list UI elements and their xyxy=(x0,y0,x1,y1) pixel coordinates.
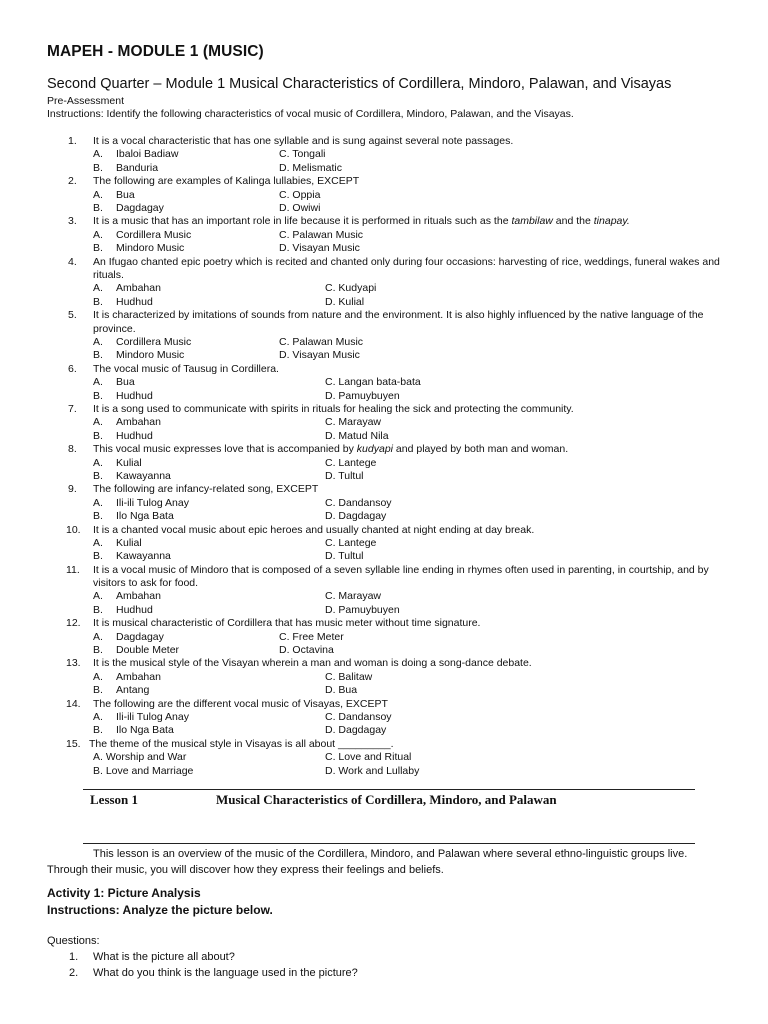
option-a: Ibaloi Badiaw xyxy=(116,148,179,161)
option-b: Hudhud xyxy=(116,429,153,442)
option-d: D. Dagdagay xyxy=(325,510,387,523)
option-c: C. Free Meter xyxy=(279,630,344,643)
lesson-label: Lesson 1 xyxy=(90,792,139,807)
question-number: 11. xyxy=(66,563,80,576)
option-letter-b: B. xyxy=(93,242,103,255)
option-b: Hudhud xyxy=(116,603,153,616)
option-letter-b: B. xyxy=(93,724,103,737)
answer-options xyxy=(0,336,768,363)
option-c: C. Palawan Music xyxy=(279,228,364,241)
question-text xyxy=(93,657,723,670)
answer-options xyxy=(0,537,768,564)
option-c: C. Kudyapi xyxy=(325,282,377,295)
option-b: Ilo Nga Bata xyxy=(116,510,174,523)
option-a: Kulial xyxy=(116,536,142,549)
lesson-divider-top xyxy=(83,789,695,790)
option-letter-b: B. xyxy=(93,510,103,523)
option-letter-a: A. xyxy=(93,148,103,161)
question-item xyxy=(0,175,768,215)
option-b: Hudhud xyxy=(116,389,153,402)
question-italic-term: kudyapi xyxy=(356,443,393,456)
option-d: D. Pamuybuyen xyxy=(325,389,400,402)
question-text-part: The following are the different vocal music of Visayas, EXCEPT xyxy=(93,697,388,710)
option-c: C. Palawan Music xyxy=(279,335,364,348)
lesson-divider-bottom xyxy=(83,843,695,844)
option-letter-b: B. xyxy=(93,389,103,402)
answer-options xyxy=(0,282,768,309)
question-italic-term: tambilaw xyxy=(511,215,553,228)
question-text-part: The following are examples of Kalinga lullabies, EXCEPT xyxy=(93,175,360,188)
question-number: 15. xyxy=(66,737,81,750)
option-a: Bua xyxy=(116,188,135,201)
lesson-title: Musical Characteristics of Cordillera, Mindoro, and Palawan xyxy=(216,792,557,807)
option-c: C. Balitaw xyxy=(325,670,373,683)
question-text xyxy=(93,524,723,537)
question-text xyxy=(93,403,723,416)
option-a: Ili-ili Tulog Anay xyxy=(116,711,189,724)
option-b: Mindoro Music xyxy=(116,242,185,255)
option-d: D. Pamuybuyen xyxy=(325,603,400,616)
question-item xyxy=(0,256,768,310)
option-a: Ambahan xyxy=(116,282,161,295)
question-number: 2. xyxy=(68,175,77,188)
option-b: Double Meter xyxy=(116,644,180,657)
answer-options xyxy=(0,497,768,524)
option-letter-a: A. xyxy=(93,711,103,724)
option-d: D. Melismatic xyxy=(279,161,343,174)
question-text: The theme of the musical style in Visayas is all about _________. xyxy=(89,737,394,750)
question-text xyxy=(93,443,723,456)
option-d: D. Matud Nila xyxy=(325,429,389,442)
activity-question-text: What do you think is the language used in the picture? xyxy=(93,967,358,979)
question-number: 1. xyxy=(68,135,77,147)
question-item xyxy=(0,657,768,697)
option-c: C. Lantege xyxy=(325,456,377,469)
question-item xyxy=(0,215,768,255)
option-letter-b: B. xyxy=(93,550,103,563)
question-text xyxy=(93,363,723,376)
question-text xyxy=(93,564,723,591)
question-number: 10. xyxy=(66,523,81,536)
answer-options xyxy=(0,457,768,484)
question-item xyxy=(0,738,768,778)
answer-options xyxy=(0,229,768,256)
option-b: Dagdagay xyxy=(116,201,164,214)
question-item xyxy=(0,617,768,657)
question-number: 14. xyxy=(66,697,81,710)
option-letter-a: A. xyxy=(93,456,103,469)
option-d: D. Visayan Music xyxy=(279,349,360,362)
option-a: Ambahan xyxy=(116,416,161,429)
question-list xyxy=(0,135,768,778)
option-b: Kawayanna xyxy=(116,469,171,482)
question-item xyxy=(0,403,768,443)
question-text-part: It is a chanted vocal music about epic heroes and usually chanted at night ending at day break. xyxy=(93,523,535,536)
question-number: 13. xyxy=(66,657,81,670)
question-number: 5. xyxy=(68,309,77,322)
option-a: A. Worship and War xyxy=(93,751,187,764)
question-text xyxy=(93,256,723,283)
lesson-intro-paragraph xyxy=(47,847,727,878)
question-item xyxy=(0,483,768,523)
question-item xyxy=(0,309,768,363)
question-text-part: and the xyxy=(552,215,594,228)
module-subtitle: Second Quarter – Module 1 Musical Characteristics of Cordillera, Mindoro, Palawan, and Visayas xyxy=(47,76,672,92)
answer-options xyxy=(0,590,768,617)
option-d: D. Octavina xyxy=(279,644,334,657)
option-c: C. Dandansoy xyxy=(325,711,392,724)
option-a: Bua xyxy=(116,376,135,389)
option-a: Ili-ili Tulog Anay xyxy=(116,496,189,509)
question-item xyxy=(0,698,768,738)
option-letter-b: B. xyxy=(93,429,103,442)
option-b: Ilo Nga Bata xyxy=(116,724,174,737)
option-b: B. Love and Marriage xyxy=(93,764,194,777)
option-letter-a: A. xyxy=(93,228,103,241)
activity-question-number: 1. xyxy=(69,951,79,963)
instructions-text: Instructions: Identify the following characteristics of vocal music of Cordillera, Mindoro, Palawan, and the Visayas. xyxy=(47,108,574,120)
answer-options xyxy=(0,751,768,778)
answer-options xyxy=(0,671,768,698)
option-letter-a: A. xyxy=(93,376,103,389)
option-a: Ambahan xyxy=(116,590,161,603)
option-d: D. Bua xyxy=(325,684,358,697)
option-c: C. Oppia xyxy=(279,188,321,201)
question-text-part: and played by both man and woman. xyxy=(393,443,569,456)
option-c: C. Lantege xyxy=(325,536,377,549)
option-c: C. Langan bata-bata xyxy=(325,376,421,389)
option-letter-b: B. xyxy=(93,684,103,697)
activity-question-text: What is the picture all about? xyxy=(93,951,235,963)
option-b: Antang xyxy=(116,684,150,697)
question-text-part: This vocal music expresses love that is accompanied by xyxy=(93,443,357,456)
option-letter-a: A. xyxy=(93,282,103,295)
question-text xyxy=(93,135,723,148)
question-number: 9. xyxy=(68,483,77,496)
answer-options xyxy=(0,189,768,216)
option-d: D. Work and Lullaby xyxy=(325,764,420,777)
option-a: Cordillera Music xyxy=(116,335,192,348)
option-c: C. Marayaw xyxy=(325,416,382,429)
option-letter-b: B. xyxy=(93,161,103,174)
pre-assessment-label: Pre-Assessment xyxy=(47,95,125,107)
option-b: Kawayanna xyxy=(116,550,171,563)
option-letter-a: A. xyxy=(93,416,103,429)
question-text-part: It is a vocal music of Mindoro that is composed of a seven syllable line ending in rhymes often used in parenting, in courtship, and by visitors to ask for food. xyxy=(93,563,709,590)
option-d: D. Dagdagay xyxy=(325,724,387,737)
option-letter-a: A. xyxy=(93,335,103,348)
option-letter-b: B. xyxy=(93,201,103,214)
question-number: 4. xyxy=(68,255,77,268)
question-number: 8. xyxy=(68,443,77,456)
answer-options xyxy=(0,148,768,175)
question-text-part: The following are infancy-related song, EXCEPT xyxy=(93,483,319,496)
option-c: C. Tongali xyxy=(279,148,326,161)
lesson-intro-text: This lesson is an overview of the music of the Cordillera, Mindoro, and Palawan where several ethno-linguistic groups live. Through their music, you will discover how they express their feelings and beliefs. xyxy=(47,848,688,876)
question-item xyxy=(0,363,768,403)
option-letter-b: B. xyxy=(93,349,103,362)
option-b: Hudhud xyxy=(116,295,153,308)
option-d: D. Tultul xyxy=(325,550,364,563)
question-text-part: It is a song used to communicate with spirits in rituals for healing the sick and protecting the community. xyxy=(93,402,574,415)
question-item xyxy=(0,524,768,564)
question-text xyxy=(93,617,723,630)
option-d: D. Kulial xyxy=(325,295,365,308)
option-a: Ambahan xyxy=(116,670,161,683)
option-letter-b: B. xyxy=(93,603,103,616)
question-text-part: It is the musical style of the Visayan wherein a man and woman is doing a song-dance debate. xyxy=(93,657,532,670)
option-letter-a: A. xyxy=(93,630,103,643)
option-letter-a: A. xyxy=(93,670,103,683)
option-c: C. Marayaw xyxy=(325,590,382,603)
module-title: MAPEH - MODULE 1 (MUSIC) xyxy=(47,43,264,60)
answer-options xyxy=(0,376,768,403)
question-text xyxy=(93,483,723,496)
answer-options xyxy=(0,631,768,658)
question-text-part: It is characterized by imitations of sounds from nature and the environment. It is also highly influenced by the native language of the province. xyxy=(93,309,704,335)
question-item xyxy=(0,443,768,483)
option-d: D. Visayan Music xyxy=(279,242,360,255)
question-item xyxy=(0,564,768,618)
question-item xyxy=(0,135,768,175)
question-text xyxy=(93,309,723,336)
question-text-part: The vocal music of Tausug in Cordillera. xyxy=(93,362,279,375)
question-text xyxy=(93,215,723,228)
question-number: 12. xyxy=(66,617,81,630)
option-letter-b: B. xyxy=(93,644,103,657)
question-italic-term: tinapay. xyxy=(593,215,630,228)
option-letter-a: A. xyxy=(93,590,103,603)
question-text-part: It is a music that has an important role in life because it is performed in rituals such as the xyxy=(93,215,512,228)
option-d: D. Owiwi xyxy=(279,201,321,214)
question-text xyxy=(93,698,723,711)
option-letter-a: A. xyxy=(93,496,103,509)
option-d: D. Tultul xyxy=(325,469,364,482)
option-letter-b: B. xyxy=(93,469,103,482)
answer-options xyxy=(0,416,768,443)
question-number: 6. xyxy=(68,362,77,375)
question-number: 7. xyxy=(68,402,77,415)
answer-options xyxy=(0,711,768,738)
activity-instructions: Instructions: Analyze the picture below. xyxy=(47,903,273,917)
option-letter-b: B. xyxy=(93,295,103,308)
option-c: C. Dandansoy xyxy=(325,496,392,509)
option-b: Banduria xyxy=(116,161,159,174)
option-a: Cordillera Music xyxy=(116,228,192,241)
option-b: Mindoro Music xyxy=(116,349,185,362)
option-a: Dagdagay xyxy=(116,630,164,643)
question-text xyxy=(93,175,723,188)
option-letter-a: A. xyxy=(93,188,103,201)
question-number: 3. xyxy=(68,215,77,228)
question-text-part: It is a vocal characteristic that has one syllable and is sung against several note passages. xyxy=(93,135,514,147)
option-letter-a: A. xyxy=(93,536,103,549)
activity-question-number: 2. xyxy=(69,967,79,979)
question-text-part: It is musical characteristic of Cordillera that has music meter without time signature. xyxy=(93,617,481,630)
questions-label: Questions: xyxy=(47,935,100,947)
option-a: Kulial xyxy=(116,456,142,469)
option-c: C. Love and Ritual xyxy=(325,751,412,764)
question-text-part: An Ifugao chanted epic poetry which is recited and chanted only during four occasions: harvesting of rice, weddings, funeral wakes and rituals. xyxy=(93,255,720,281)
activity-title: Activity 1: Picture Analysis xyxy=(47,886,201,900)
